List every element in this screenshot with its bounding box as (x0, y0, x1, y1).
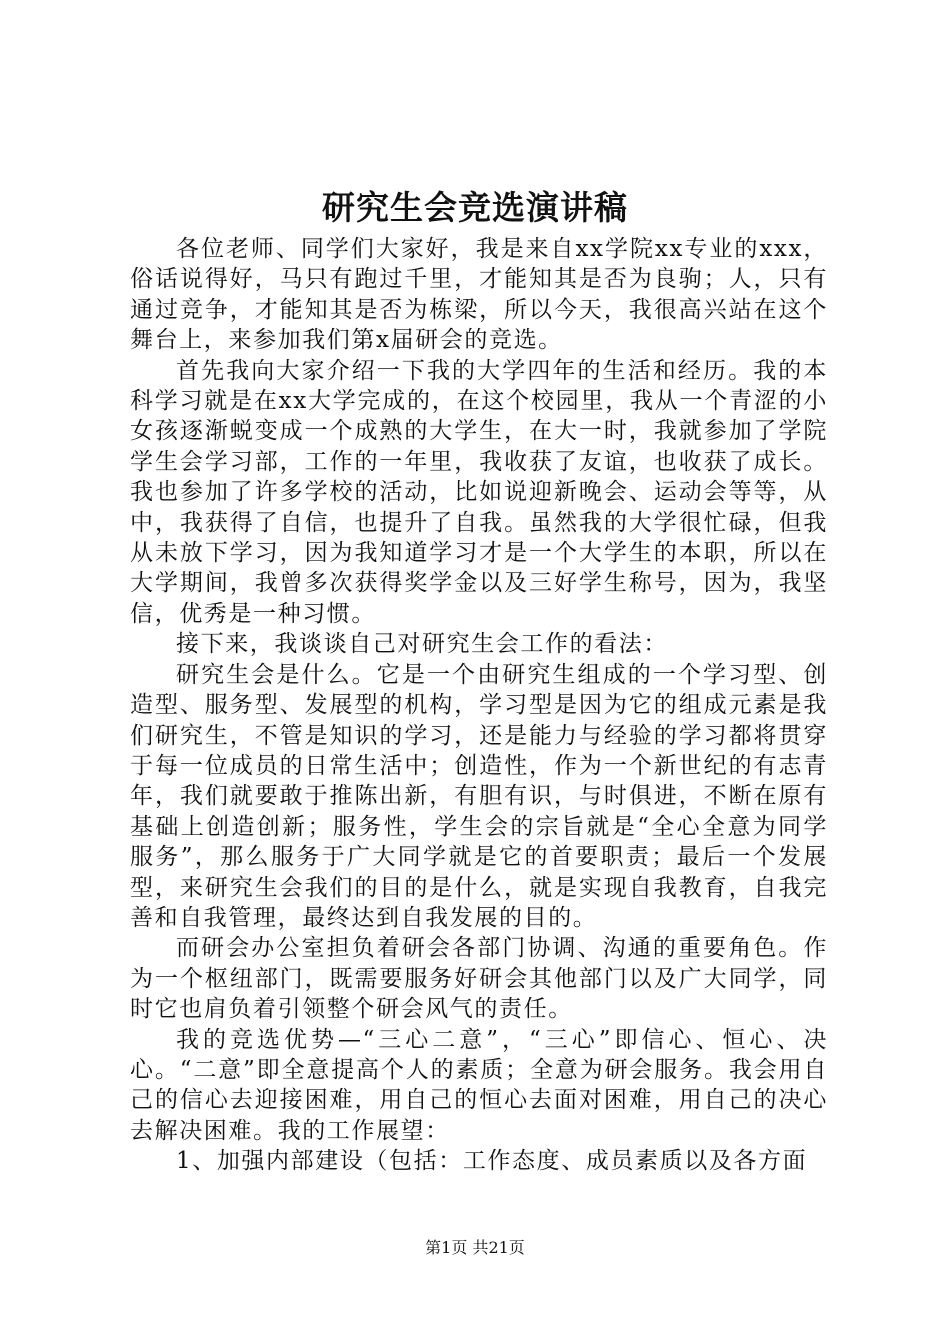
paragraph-office-role: 而研会办公室担负着研会各部门协调、沟通的重要角色。作为一个枢纽部门，既需要服务好研会其他部门以及广大同学，同时它也肩负着引领整个研会风气的责任。 (130, 935, 828, 1023)
paragraph-what-is-union: 研究生会是什么。它是一个由研究生组成的一个学习型、创造型、服务型、发展型的机构，学习型是因为它的组成元素是我们研究生，不管是知识的学习，还是能力与经验的学习都将贯穿于每一位成员的日常生活中；创造性，作为一个新世纪的有志青年，我们就要敢于推陈出新，有胆有识，与时俱进，不断在原有基础上创造创新；服务性，学生会的宗旨就是“全心全意为同学服务”，那么服务于广大同学就是它的首要职责；最后一个发展型，来研究生会我们的目的是什么，就是实现自我教育，自我完善和自我管理，最终达到自我发展的目的。 (130, 661, 828, 931)
paragraph-greeting: 各位老师、同学们大家好，我是来自xx学院xx专业的xxx，俗话说得好，马只有跑过千里，才能知其是否为良驹；人，只有通过竞争，才能知其是否为栋梁，所以今天，我很高兴站在这个舞台上，来参加我们第x届研会的竞选。 (130, 236, 828, 354)
page-footer: 第1页 共21页 (425, 1238, 525, 1257)
paragraph-list-item-1: 1、加强内部建设（包括：工作态度、成员素质以及各方面 (176, 1148, 808, 1175)
document-body (130, 234, 828, 1177)
paragraph-advantages: 我的竞选优势—“三心二意”，“三心”即信心、恒心、决心。“二意”即全意提高个人的素质；全意为研会服务。我会用自己的信心去迎接困难，用自己的恒心去面对困难，用自己的决心去解决困难。我的工作展望： (130, 1026, 828, 1144)
paragraph-transition: 接下来，我谈谈自己对研究生会工作的看法： (176, 631, 668, 658)
paragraph-background: 首先我向大家介绍一下我的大学四年的生活和经历。我的本科学习就是在xx大学完成的，在这个校园里，我从一个青涩的小女孩逐渐蜕变成一个成熟的大学生，在大一时，我就参加了学院学生会学习部，工作的一年里，我收获了友谊，也收获了成长。我也参加了许多学校的活动，比如说迎新晚会、运动会等等，从中，我获得了自信，也提升了自我。虽然我的大学很忙碌，但我从未放下学习，因为我知道学习才是一个大学生的本职，所以在大学期间，我曾多次获得奖学金以及三好学生称号，因为，我坚信，优秀是一种习惯。 (130, 357, 828, 627)
document-title: 研究生会竞选演讲稿 (322, 188, 628, 227)
